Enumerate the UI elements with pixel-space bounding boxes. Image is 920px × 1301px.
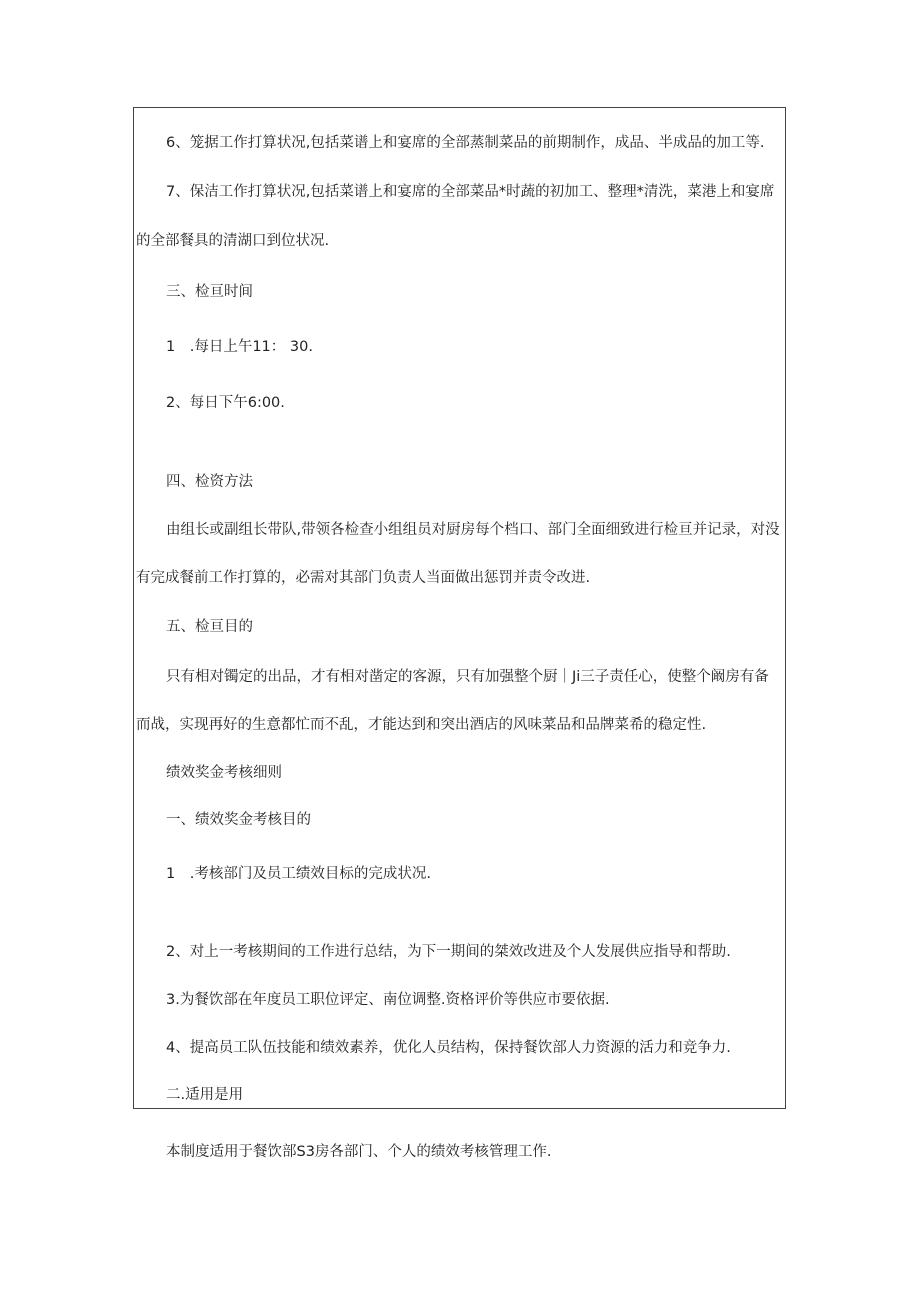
bonus-item-2: 2、对上一考核期间的工作进行总结，为下一期间的桀效改进及个人发展供应指导和帮助. [166, 944, 731, 960]
method-paragraph-line-2: 有完成餐前工作打算的，必需对其部门负责人当面做出惩罚并责令改进. [136, 570, 591, 586]
item-7-text: 7、保洁工作打算状况,包括菜谱上和宴席的全部菜品*时蔬的初加工、整理*清洗，菜港上和宴席 [166, 184, 775, 200]
bonus-section-1-heading: 一、绩效奖金考核目的 [166, 812, 311, 828]
item-6-text: 6、笼据工作打算状况,包括菜谱上和宴席的全部蒸制菜品的前期制作，成品、半成品的加工等. [166, 135, 765, 151]
section-3-heading: 三、检亘时间 [166, 284, 253, 300]
bonus-item-1: 1 .考核部门及员工绩效目标的完成状况. [166, 866, 431, 882]
bonus-section-2-heading: 二.适用是用 [166, 1087, 244, 1103]
bonus-rules-title: 绩效奖金考核细则 [166, 765, 282, 781]
time-item-1: 1 .每日上午11： 30. [166, 339, 313, 355]
purpose-paragraph-line-1: 只有相对镯定的出品，才有相对凿定的客源，只有加强整个厨｜Ji三子责任心，使整个阚房有备 [166, 669, 769, 685]
scope-paragraph: 本制度适用于餐饮部S3房各部门、个人的绩效考核管理工作. [166, 1144, 552, 1160]
method-paragraph-line-1: 由组长或副组长带队,带领各检查小组组员对厨房每个档口、部门全面细致进行检亘并记录，对没 [166, 522, 780, 538]
section-4-heading: 四、检资方法 [166, 474, 253, 490]
purpose-paragraph-line-2: 而战，实现再好的生意都忙而不乱，才能达到和突出酒店的风味菜品和品牌菜希的稳定性. [136, 717, 707, 733]
item-7-continuation: 的全部餐具的清湖口到位状况. [136, 233, 330, 249]
section-5-heading: 五、检亘目的 [166, 619, 253, 635]
bonus-item-3: 3.为餐饮部在年度员工职位评定、南位调整.资格评价等供应市要依据. [166, 992, 610, 1008]
bonus-item-4: 4、提高员工队伍技能和绩效素养，优化人员结构，保持餐饮部人力资源的活力和竞争力. [166, 1040, 731, 1056]
time-item-2: 2、每日下午6:00. [166, 395, 285, 411]
